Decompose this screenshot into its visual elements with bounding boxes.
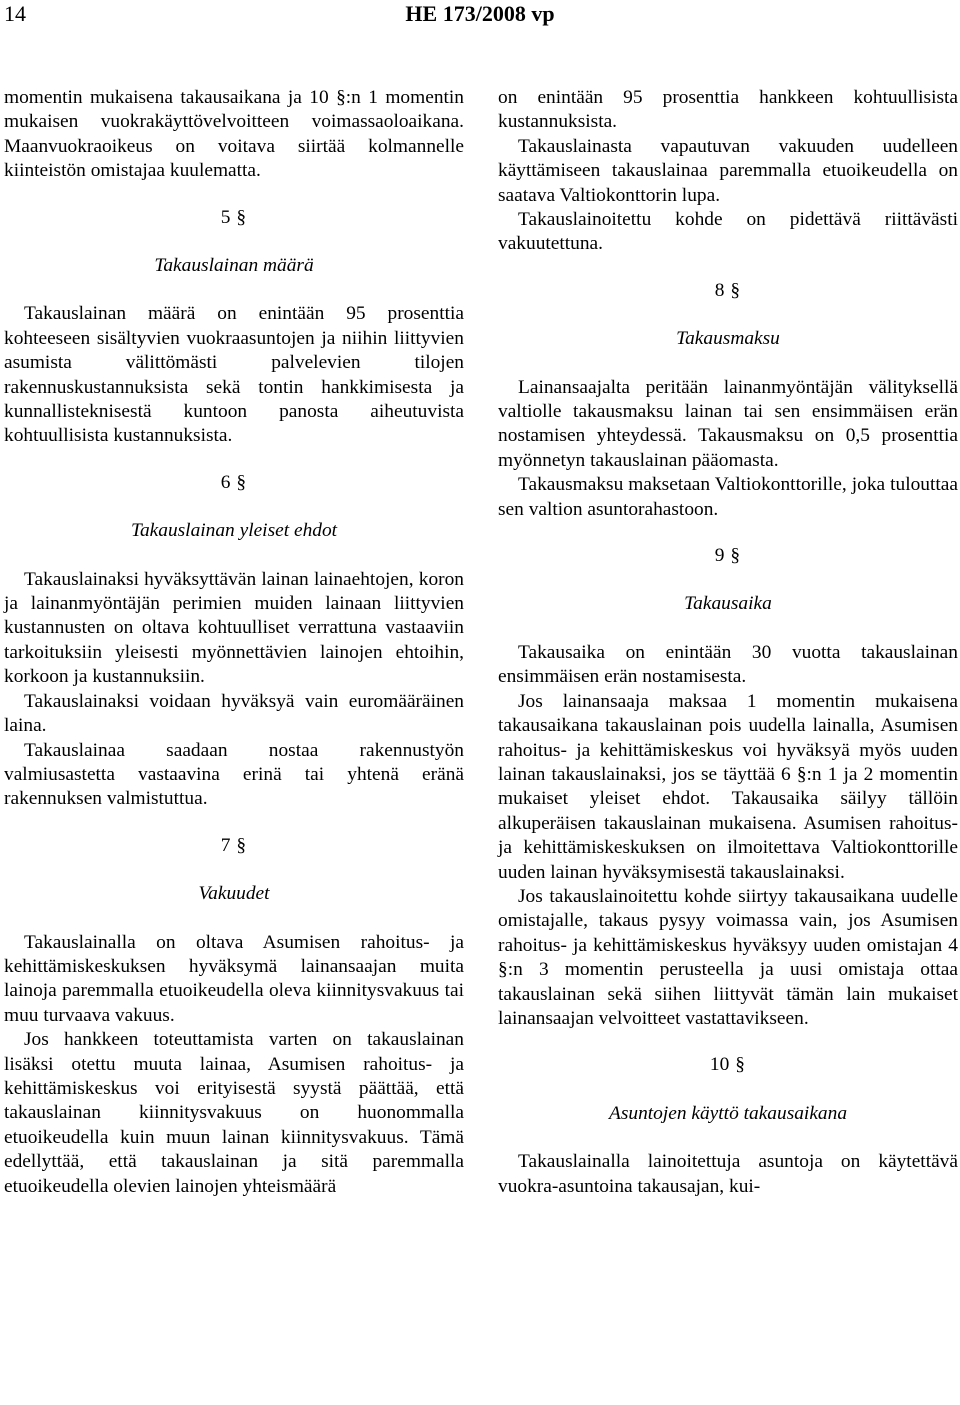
section-7-paragraph-1: Takauslainalla on oltava Asumisen rahoitus- ja kehittämiskeskuksen hyväksymä lainansaajan muita lainoja paremmalla etuoikeudella oleva kiinnitysvakuus tai muu turvaava vakuus. [4,931,464,1026]
page-number: 14 [4,1,26,26]
section-10-paragraph-1: Takauslainalla lainoitettuja asuntoja on käytettävä vuokra-asuntoina takausajan, kui- [498,1151,958,1197]
page-header [0,0,960,30]
paragraph: Takauslainoitettu kohde on pidettävä riittävästi vakuutettuna. [498,209,958,255]
section-6-paragraph-1: Takauslainaksi hyväksyttävän lainan lainaehtojen, koron ja lainanmyöntäjän perimien muiden lainaan liittyvien kustannusten on oltava kohtuulliset verrattuna vastaaviin tarkoituksiin yleisesti myönnettävien lainojen ehtoihin, korkoon ja kustannuksiin. [4,568,464,688]
section-9-paragraph-2: Jos lainansaaja maksaa 1 momentin mukaisena takausaikana takauslainan pois uudella lainalla, Asumisen rahoitus- ja kehittämiskeskus voi hyväksyä myös uuden lainan takauslainaksi, jos se täyttää 6 §:n 1 ja 2 momentin mukaiset yleiset ehdot. Takausaika säilyy tällöin alkuperäisen takauslainan mukaisena. Asumisen rahoitus- ja kehittämiskeskuksen on ilmoitettava Valtiokonttorille uuden lainan hyväksymisestä takauslainaksi. [498,690,958,883]
section-6-paragraph-2: Takauslainaksi voidaan hyväksyä vain euromääräinen laina. [4,690,464,737]
section-7-number: 7 § [220,834,247,856]
section-8-paragraph-1: Lainansaajalta peritään lainanmyöntäjän välityksellä valtiolle takausmaksu lainan tai sen ensimmäisen erän nostamisen yhteydessä. Takausmaksu on 0,5 prosenttia myönnetyn takauslainan pääomasta. [498,376,958,471]
paragraph-continued: momentin mukaisena takausaikana ja 10 §:n 1 momentin mukaisen vuokrakäyttövelvoitteen voimassaoloaikana. Maanvuokraoikeus on voitava siirtää kolmannelle kiinteistön omistajaa kuulematta. [4,87,464,182]
paragraph-continued: on enintään 95 prosenttia hankkeen kohtuullisista kustannuksista. [498,87,958,133]
document-id: HE 173/2008 vp [405,1,555,26]
section-9-number: 9 § [714,545,741,567]
section-5-number: 5 § [220,206,247,228]
section-7-title: Vakuudet [198,883,270,905]
section-10-number: 10 § [709,1054,745,1076]
section-10-title: Asuntojen käyttö takausaikana [608,1102,848,1124]
section-8-paragraph-2: Takausmaksu maksetaan Valtiokonttorille, joka tulouttaa sen valtion asuntorahastoon. [498,474,958,520]
section-8-title: Takausmaksu [676,328,780,350]
left-column [4,86,464,1199]
section-8-number: 8 § [714,279,741,301]
section-5-title: Takauslainan määrä [154,255,314,277]
paragraph: Takauslainasta vapautuvan vakuuden uudelleen käyttämiseen takauslainaa paremmalla etuoikeudella on saatava Valtiokonttorin lupa. [498,135,958,206]
section-6-title: Takauslainan yleiset ehdot [130,520,338,542]
section-6-number: 6 § [220,471,247,493]
section-7-paragraph-2: Jos hankkeen toteuttamista varten on takauslainan lisäksi otettu muuta lainaa, Asumisen rahoitus- ja kehittämiskeskus voi erityisestä syystä päättää, että takauslainan kiinnitysvakuus on huonommalla etuoikeudella kuin muun lainan kiinnitysvakuus. Tämä edellyttää, että takauslainan ja sitä paremmalla etuoikeudella olevien lainojen yhteismäärä [4,1029,464,1197]
right-column [498,86,958,1199]
section-9-title: Takausaika [684,593,772,615]
section-9-paragraph-3: Jos takauslainoitettu kohde siirtyy takausaikana uudelle omistajalle, takaus pysyy voimassa vain, jos Asumisen rahoitus- ja kehittämiskeskus hyväksyy uuden omistajan 4 §:n 3 momentin perusteella ja uusi omistaja ottaa takauslainan sekä siihen liittyvät tämän lain mukaiset lainansaajan velvoitteet vastattavikseen. [498,885,958,1029]
section-5-paragraph: Takauslainan määrä on enintään 95 prosenttia kohteeseen sisältyvien vuokraasuntojen ja niihin liittyvien asumista välittömästi palvelevien tilojen rakennuskustannuksista sekä tontin hankkimisesta ja kunnallisteknisestä kuntoon panosta aiheutuvista kohtuullisista kustannuksista. [4,303,464,447]
section-6-paragraph-3: Takauslainaa saadaan nostaa rakennustyön valmiusastetta vastaavina erinä tai yhtenä eränä rakennuksen valmistuttua. [4,739,464,810]
section-9-paragraph-1: Takausaika on enintään 30 vuotta takauslainan ensimmäisen erän nostamisesta. [498,641,958,688]
